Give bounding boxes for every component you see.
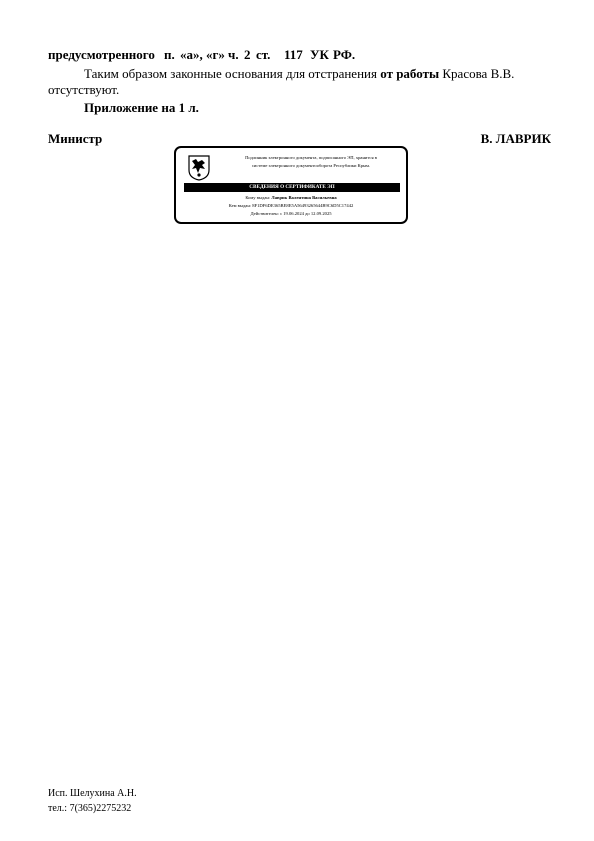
stamp-note-line-2: системе электронного документооборота Республики Крым. (251, 163, 371, 168)
line-2-bold-text: от работы (380, 66, 440, 81)
executor-name: Исп. Шелухина А.Н. (48, 788, 137, 799)
crimea-coat-of-arms-icon (188, 155, 210, 181)
stamp-issued-to (176, 195, 406, 201)
line-2-name: Красова В.В. (442, 66, 515, 81)
issued-by-value: 8F1DF6DE365BE8E5A56493265644B9C6D5C17442 (252, 203, 354, 208)
stamp-header: СВЕДЕНИЯ О СЕРТИФИКАТЕ ЭП (184, 183, 400, 192)
line-1-word: «а», (180, 47, 203, 62)
line-1-word: ст. (256, 47, 271, 62)
signer-name: В. ЛАВРИК (480, 131, 551, 146)
stamp-validity (176, 211, 406, 217)
electronic-signature-stamp (174, 146, 408, 224)
validity-label: Действителен: (250, 211, 279, 216)
issued-to-label: Кому выдан: (245, 195, 271, 200)
line-2-text: Таким образом законные основания для отстранения (84, 66, 377, 81)
line-1-word: «г» (206, 47, 225, 62)
line-1-word: 117 (284, 47, 303, 62)
line-1-word: предусмотренного (48, 47, 155, 62)
paragraph-line-3: отсутствуют. (48, 82, 120, 97)
line-1-word: РФ. (333, 47, 356, 62)
issued-by-label: Кем выдан: (228, 203, 252, 208)
stamp-note-line-1: Подлинник электронного документа, подписанного ЭП, хранится в (245, 155, 377, 160)
attachment-note: Приложение на 1 л. (84, 100, 199, 115)
line-1-word: 2 (244, 47, 251, 62)
issued-to-value: Лаврик Валентина Васильевна (271, 195, 337, 200)
line-1-word: п. (164, 47, 175, 62)
line-1-word: ч. (228, 47, 239, 62)
stamp-issued-by (176, 203, 406, 209)
line-1-word: УК (310, 47, 329, 62)
executor-phone: тел.: 7(365)2275232 (48, 803, 132, 814)
paragraph-line-2 (84, 66, 514, 82)
signer-position: Министр (48, 131, 103, 146)
validity-value: с 19.06.2024 до 12.09.2025 (280, 211, 332, 216)
